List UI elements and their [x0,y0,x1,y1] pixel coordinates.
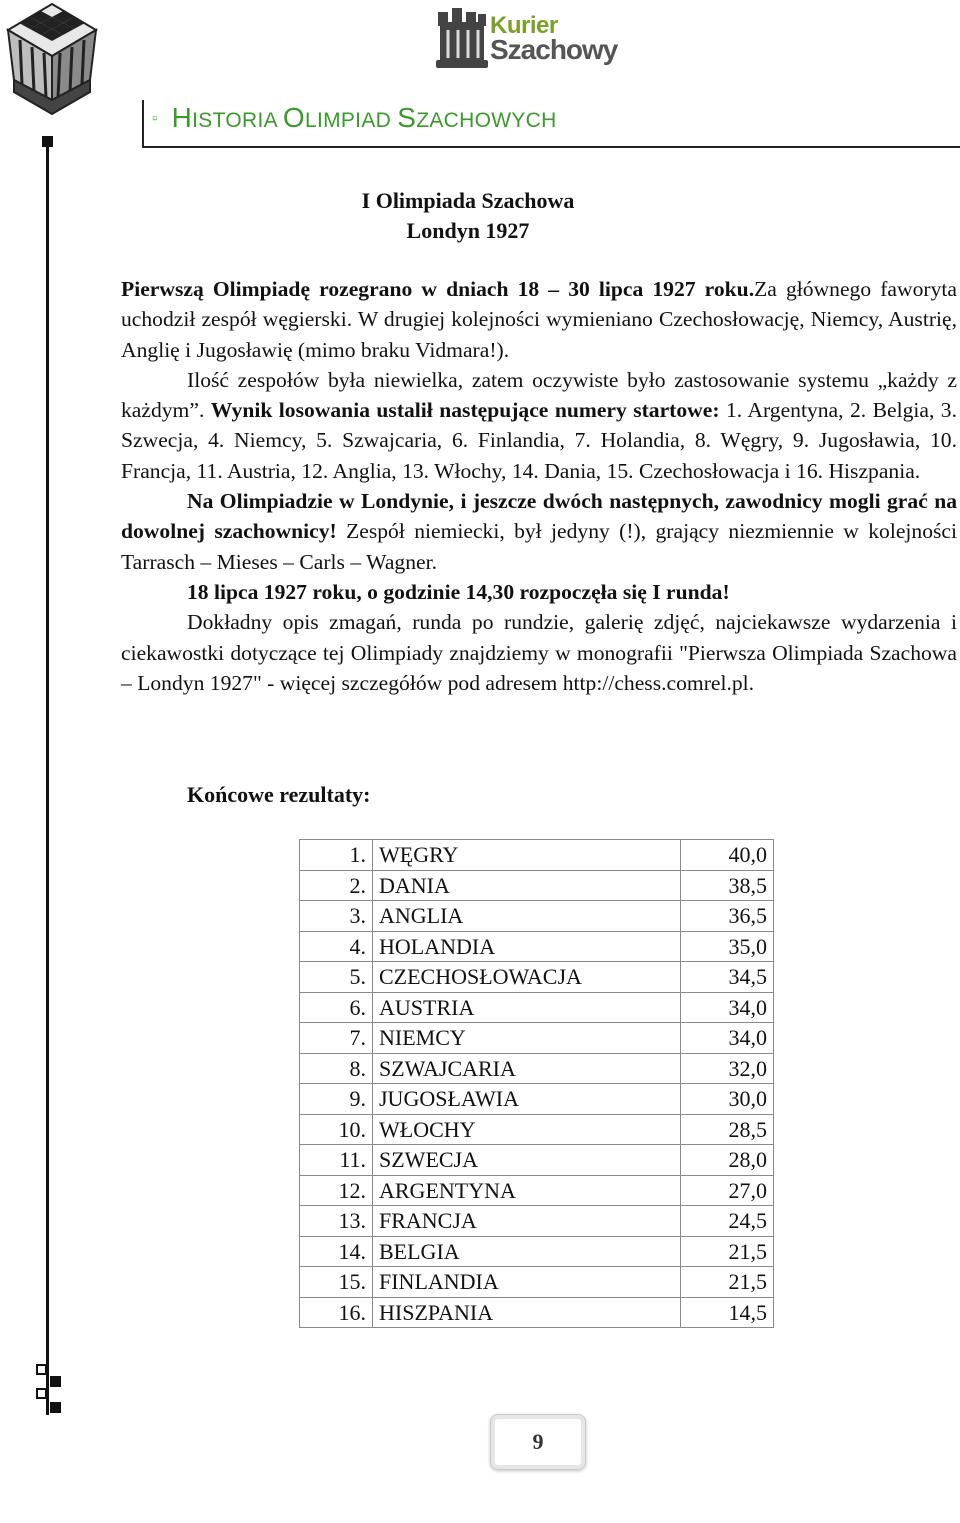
country-cell: HISZPANIA [373,1297,681,1328]
points-cell: 32,0 [681,1053,774,1084]
rule-square-hollow-1 [36,1364,47,1375]
table-row [300,840,774,871]
points-cell: 27,0 [681,1175,774,1206]
country-cell: HOLANDIA [373,931,681,962]
header-rest-3: ZACHOWYCH [416,109,557,132]
results-heading: Końcowe rezultaty: [187,782,371,807]
paragraph-2 [121,365,957,486]
place-cell: 2. [300,870,373,901]
header-rest-2: LIMPIAD [304,109,398,132]
country-cell: BELGIA [373,1236,681,1267]
country-cell: AUSTRIA [373,992,681,1023]
place-cell: 9. [300,1084,373,1115]
country-cell: SZWECJA [373,1145,681,1176]
points-cell: 14,5 [681,1297,774,1328]
table-row [300,1297,774,1328]
country-cell: JUGOSŁAWIA [373,1084,681,1115]
left-rule [46,140,49,1415]
country-cell: FINLANDIA [373,1267,681,1298]
points-cell: 30,0 [681,1084,774,1115]
p1-text: Za głównego faworyta uchodził zespół węgierski. W drugiej kolejności wymieniano Czechosłowację, Niemcy, Austrię, Anglię i Jugosławię (mimo braku Vidmara!). [121,277,957,362]
place-cell: 1. [300,840,373,871]
table-row [300,1114,774,1145]
brand-wordmark [490,14,617,64]
results-table [299,839,774,1328]
points-cell: 35,0 [681,931,774,962]
table-row [300,901,774,932]
header-bullet-icon: ▫ [152,109,158,127]
place-cell: 15. [300,1267,373,1298]
points-cell: 34,0 [681,1023,774,1054]
section-header-title [172,102,557,134]
place-cell: 11. [300,1145,373,1176]
place-cell: 16. [300,1297,373,1328]
page-number: 9 [490,1414,586,1470]
rule-square-filled-2 [50,1402,61,1413]
country-cell: WŁOCHY [373,1114,681,1145]
p5-text: Dokładny opis zmagań, runda po rundzie, galerię zdjęć, najciekawsze wydarzenia i ciekawostki dotyczące tej Olimpiady znajdziemy w monografii "Pierwsza Olimpiada Szachowa – Londyn 1927" - więcej szczegółów pod adresem http://chess.comrel.pl. [121,610,957,695]
table-row [300,962,774,993]
points-cell: 21,5 [681,1267,774,1298]
section-header [152,102,557,134]
article-body [121,274,957,698]
country-cell: ANGLIA [373,901,681,932]
p4-bold: 18 lipca 1927 roku, o godzinie 14,30 rozpoczęła się I runda! [187,579,730,604]
points-cell: 34,0 [681,992,774,1023]
place-cell: 12. [300,1175,373,1206]
points-cell: 21,5 [681,1236,774,1267]
p1-bold: Pierwszą Olimpiadę rozegrano w dniach 18 – 30 lipca 1927 roku. [121,277,755,301]
brand-line-2: Szachowy [490,34,618,65]
place-cell: 8. [300,1053,373,1084]
place-cell: 13. [300,1206,373,1237]
place-cell: 10. [300,1114,373,1145]
event-location: Londyn 1927 [406,218,530,243]
table-row [300,870,774,901]
country-cell: FRANCJA [373,1206,681,1237]
p3-bold: Na Olimpiadzie w Londynie, i jeszcze dwóch następnych, zawodnicy mogli grać na dowolnej szachownicy! [121,489,957,544]
rule-square-filled-1 [50,1376,61,1387]
points-cell: 36,5 [681,901,774,932]
place-cell: 6. [300,992,373,1023]
place-cell: 14. [300,1236,373,1267]
place-cell: 7. [300,1023,373,1054]
table-row [300,1023,774,1054]
event-heading [0,186,960,246]
points-cell: 34,5 [681,962,774,993]
results-table-body [300,840,774,1328]
table-row [300,1175,774,1206]
points-cell: 40,0 [681,840,774,871]
p3-text: Zespół niemiecki, był jedyny (!), grający niezmiennie w kolejności Tarrasch – Mieses – Carls – Wagner. [121,519,957,574]
p2-bold: Wynik losowania ustalił następujące numery startowe: [210,398,720,423]
country-cell: WĘGRY [373,840,681,871]
points-cell: 28,5 [681,1114,774,1145]
place-cell: 3. [300,901,373,932]
event-title: I Olimpiada Szachowa [361,188,575,213]
paragraph-1 [121,274,957,365]
paragraph-4 [121,577,957,607]
table-row [300,1206,774,1237]
country-cell: ARGENTYNA [373,1175,681,1206]
table-row [300,1236,774,1267]
points-cell: 38,5 [681,870,774,901]
rule-square-hollow-2 [36,1388,47,1399]
header-vertical-rule [142,100,144,148]
place-cell: 5. [300,962,373,993]
country-cell: SZWAJCARIA [373,1053,681,1084]
header-cap-2: O [282,102,305,133]
brand-line-1: Kurier [490,12,558,39]
header-horizontal-rule [142,146,960,148]
table-row [300,1053,774,1084]
table-row [300,1145,774,1176]
country-cell: DANIA [373,870,681,901]
table-row [300,1267,774,1298]
p2-text-a: Ilość zespołów była niewielka, zatem oczywiste było zastosowanie systemu „każdy z każdym”. [121,367,957,423]
header-cap-3: S [397,102,417,133]
place-cell: 4. [300,931,373,962]
country-cell: CZECHOSŁOWACJA [373,962,681,993]
paragraph-3 [121,486,957,577]
table-row [300,931,774,962]
rule-square-top [42,136,53,147]
points-cell: 28,0 [681,1145,774,1176]
chess-rook-logo-icon [0,0,104,128]
p2-text-rest: 1. Argentyna, 2. Belgia, 3. Szwecja, 4. Niemcy, 5. Szwajcaria, 6. Finlandia, 7. Holandia, 8. Węgry, 9. Jugosławia, 10. Francja, 11. Austria, 12. Anglia, 13. Włochy, 14. Dania, 15. Czechosłowacja i 16. Hiszpania. [121,398,957,483]
country-cell: NIEMCY [373,1023,681,1054]
paragraph-5 [121,607,957,698]
header-cap-1: H [171,102,193,133]
points-cell: 24,5 [681,1206,774,1237]
table-row [300,992,774,1023]
table-row [300,1084,774,1115]
header-rest-1: ISTORIA [192,109,283,132]
